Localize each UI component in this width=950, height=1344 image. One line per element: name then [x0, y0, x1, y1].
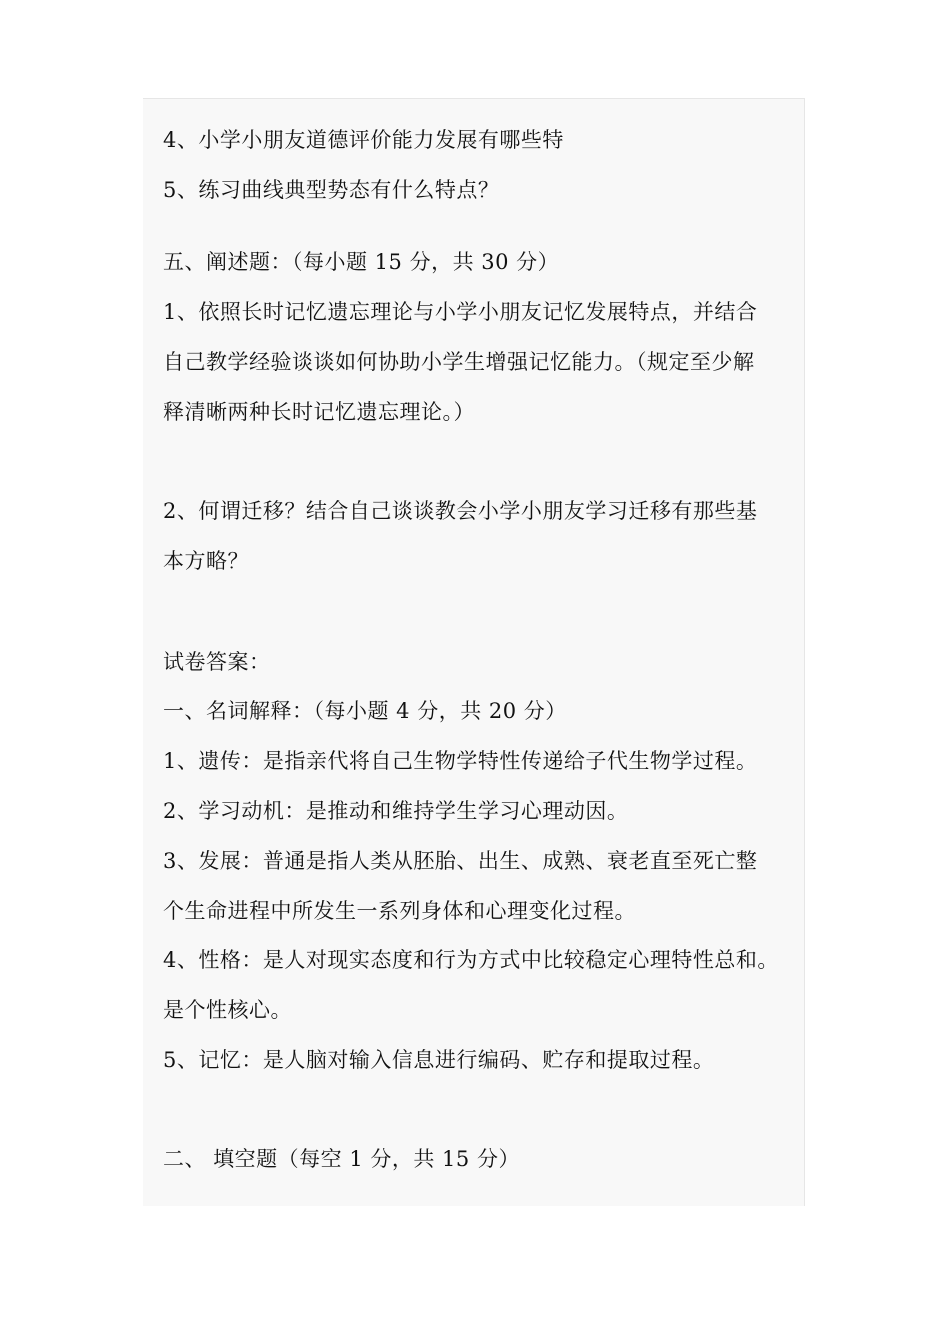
answer-4-line-1: 4、性格：是人对现实态度和行为方式中比较稳定心理特性总和。	[163, 948, 779, 972]
section-2-heading: 二、 填空题（每空 1 分，共 15 分）	[163, 1147, 520, 1171]
answers-heading: 试卷答案：	[163, 650, 271, 674]
essay-question-1-line-2: 自己教学经验谈谈如何协助小学生增强记忆能力。（规定至少解	[163, 350, 755, 374]
answer-1: 1、遗传：是指亲代将自己生物学特性传递给子代生物学过程。	[163, 749, 758, 773]
essay-question-1-line-3: 释清晰两种长时记忆遗忘理论。）	[163, 400, 475, 424]
answer-2: 2、学习动机：是推动和维持学生学习心理动因。	[163, 799, 629, 823]
answer-4-line-2: 是个性核心。	[163, 998, 292, 1022]
answer-3-line-2: 个生命进程中所发生一系列身体和心理变化过程。	[163, 899, 636, 923]
section-1-heading: 一、名词解释：（每小题 4 分，共 20 分）	[163, 699, 567, 723]
answer-5: 5、记忆：是人脑对输入信息进行编码、贮存和提取过程。	[163, 1048, 715, 1072]
essay-question-2-line-1: 2、何谓迁移？结合自己谈谈教会小学小朋友学习迁移有那些基	[163, 499, 758, 523]
essay-question-1-line-1: 1、依照长时记忆遗忘理论与小学小朋友记忆发展特点，并结合	[163, 300, 758, 324]
question-4-line: 4、小学小朋友道德评价能力发展有哪些特	[163, 128, 564, 152]
section-5-heading: 五、阐述题：（每小题 15 分，共 30 分）	[163, 250, 560, 274]
essay-question-2-line-2: 本方略？	[163, 549, 249, 573]
answer-3-line-1: 3、发展：普通是指人类从胚胎、出生、成熟、衰老直至死亡整	[163, 849, 758, 873]
question-5-line: 5、练习曲线典型势态有什么特点？	[163, 178, 500, 202]
